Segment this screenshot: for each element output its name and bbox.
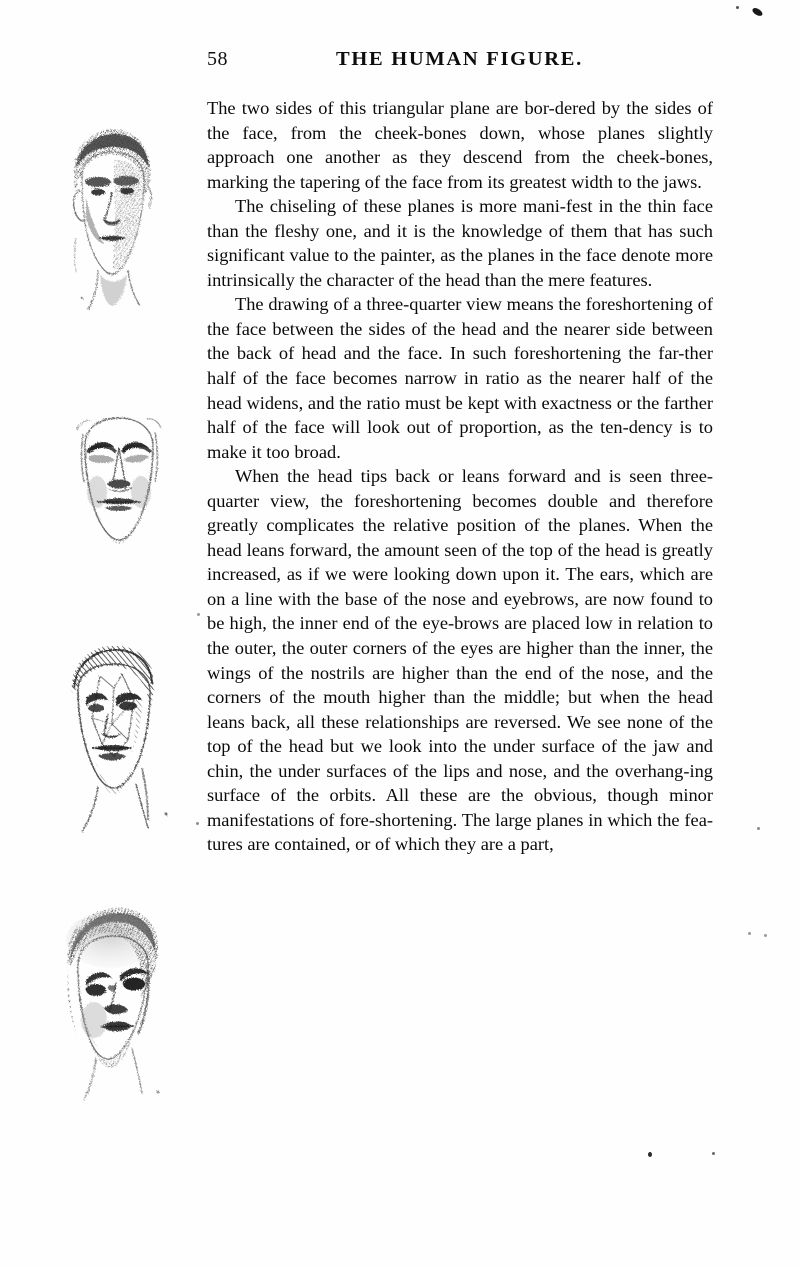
head-study-faceted-planes [56,636,178,836]
scan-artifact-speck [712,1152,715,1155]
paragraph-3: The drawing of a three-quarter view means the foreshortening of the face between the sides of the head and the nearer side between the back of head and the face. In such foreshortening the far-ther half of the face becomes narrow in ratio as the nearer half of the head widens, and the ratio must be kept with exactness or the farther half of the face will look out of proportion, as the ten-dency is to make it too broad. [207,294,713,462]
running-head [0,48,800,78]
scan-artifact-speck [764,934,767,937]
page-number: 58 [207,48,228,70]
head-study-tilted-three-quarter [52,896,176,1108]
scan-artifact-speck [736,6,739,9]
body-text-column [207,96,713,857]
paragraph-1: The two sides of this triangular plane are bor-dered by the sides of the face, from the cheek-bones down, whose planes slightly approach one another as they descend from the cheek-bones, marking the tapering of the face from its greatest width to the jaws. [207,98,713,192]
paragraph-4: When the head tips back or leans forward and is seen three-quarter view, the foreshortening becomes double and therefore greatly complicates the relative position of the planes. When the head leans forward, the amount seen of the top of the head is greatly increased, as if we were looking down upon it. The ears, which are on a line with the base of the nose and eyebrows, are now found to be high, the inner end of the eye-brows are placed low in relation to the outer, the outer corners of the eyes are higher than the inner, the wings of the nostrils are higher than the end of the nose, and the corners of the mouth higher than the middle; but when the head leans back, all these relationships are reversed. We see none of the top of the head but we look into the under surface of the jaw and chin, the under surfaces of the lips and nose, and the overhang-ing surface of the orbits. All these are the obvious, though minor manifestations of fore-shortening. The large planes in which the fea-tures are contained, or of which they are a part, [207,466,713,855]
running-title: THE HUMAN FIGURE. [335,48,583,70]
scan-artifact-speck [748,932,751,935]
scan-artifact-speck [751,7,764,18]
scan-artifact-speck [648,1152,652,1157]
paragraph-2: The chiseling of these planes is more mani-fest in the thin face than the fleshy one, and it is the knowledge of them that has such significant value to the painter, as the planes in the face denote more intrinsically the character of the head than the mere features. [207,196,713,290]
head-study-three-quarter-shaded [52,120,172,330]
head-study-frontal-planes [63,404,175,556]
scan-artifact-speck [197,613,200,616]
scan-artifact-speck [757,827,760,830]
scan-artifact-speck [196,822,199,825]
